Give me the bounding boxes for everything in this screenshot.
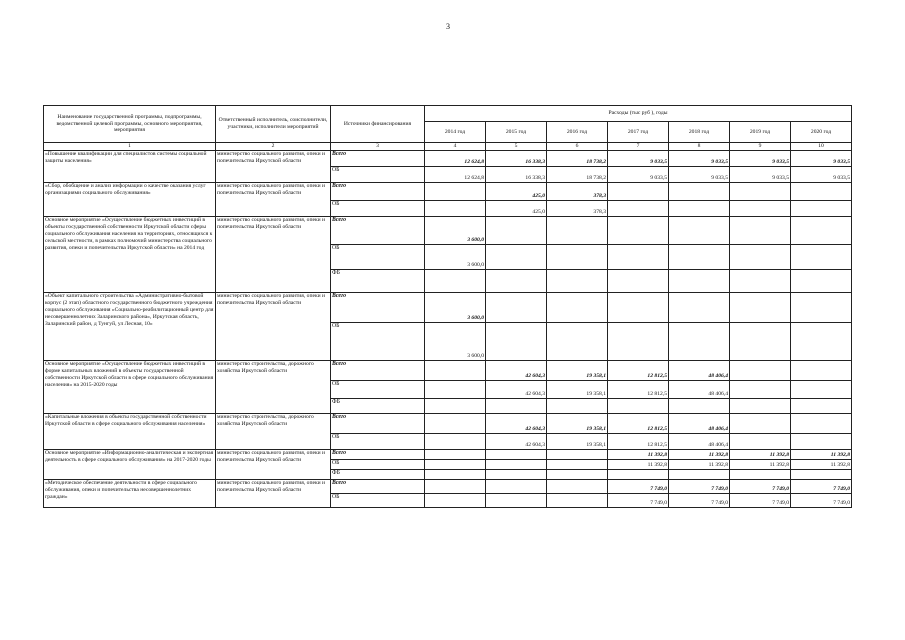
- expense-value: [669, 201, 730, 217]
- expense-value: 9 033,5: [791, 151, 852, 167]
- expense-value: 11 392,8: [730, 460, 791, 470]
- header-year: 2014 год: [425, 122, 486, 143]
- funding-source: ФБ: [331, 270, 425, 293]
- column-index: 5: [486, 143, 547, 151]
- page-number: 3: [446, 22, 450, 31]
- expense-value: 7 749,0: [669, 494, 730, 508]
- column-index: 1: [44, 143, 216, 151]
- expense-value: 3 600,0: [425, 245, 486, 270]
- header-year: 2020 год: [791, 122, 852, 143]
- expense-value: [791, 361, 852, 381]
- expenses-table: [43, 105, 852, 508]
- expense-value: 42 604,3: [486, 414, 547, 434]
- table-row: [44, 151, 852, 167]
- funding-source: Всего: [331, 183, 425, 201]
- funding-source: ФБ: [331, 399, 425, 414]
- expense-value: [547, 450, 608, 460]
- expense-value: [791, 470, 852, 480]
- expense-value: [608, 201, 669, 217]
- expense-value: 42 604,3: [486, 381, 547, 399]
- expense-value: [730, 361, 791, 381]
- expense-value: 9 033,5: [669, 167, 730, 183]
- expense-value: 11 392,8: [669, 450, 730, 460]
- expense-value: 42 604,3: [486, 434, 547, 450]
- expense-value: [486, 270, 547, 293]
- table-row: [44, 293, 852, 323]
- expense-value: [791, 201, 852, 217]
- expense-value: [425, 494, 486, 508]
- funding-source: Всего: [331, 293, 425, 323]
- funding-source: ОБ: [331, 323, 425, 361]
- funding-source: Всего: [331, 151, 425, 167]
- expense-value: [730, 245, 791, 270]
- expense-value: [730, 414, 791, 434]
- expense-value: 11 392,8: [791, 450, 852, 460]
- expense-value: 12 624,8: [425, 151, 486, 167]
- expense-value: [791, 270, 852, 293]
- funding-source: ОБ: [331, 167, 425, 183]
- expense-value: 3 600,0: [425, 323, 486, 361]
- table-row: [44, 217, 852, 245]
- row-executor: министерство социального развития, опеки и попечительства Иркутской области: [216, 480, 331, 508]
- expense-value: 19 358,1: [547, 381, 608, 399]
- row-executor: министерство социального развития, опеки и попечительства Иркутской области: [216, 183, 331, 217]
- column-index: 7: [608, 143, 669, 151]
- expense-value: [425, 183, 486, 201]
- expense-value: 16 338,3: [486, 167, 547, 183]
- column-index: 2: [216, 143, 331, 151]
- expense-value: 3 600,0: [425, 217, 486, 245]
- expense-value: 18 738,2: [547, 167, 608, 183]
- expense-value: [669, 470, 730, 480]
- expense-value: 12 812,5: [608, 381, 669, 399]
- expense-value: [730, 470, 791, 480]
- funding-source: ОБ: [331, 201, 425, 217]
- expense-value: [547, 323, 608, 361]
- expense-value: [791, 434, 852, 450]
- expense-value: [791, 217, 852, 245]
- table-row: [44, 414, 852, 434]
- expense-value: [730, 183, 791, 201]
- expense-value: 425,0: [486, 201, 547, 217]
- expense-value: [547, 494, 608, 508]
- expense-value: [669, 245, 730, 270]
- header-year: 2015 год: [486, 122, 547, 143]
- funding-source: ОБ: [331, 245, 425, 270]
- expense-value: [730, 434, 791, 450]
- expense-value: [486, 217, 547, 245]
- expense-value: 12 812,5: [608, 414, 669, 434]
- expense-value: [425, 480, 486, 494]
- row-executor: министерство социального развития, опеки и попечительства Иркутской области: [216, 293, 331, 361]
- expense-value: [791, 293, 852, 323]
- column-index: 8: [669, 143, 730, 151]
- expense-value: 11 392,8: [791, 460, 852, 470]
- table-row: [44, 361, 852, 381]
- row-name: «Повышение квалификации для специалистов системы социальной защиты населения»: [44, 151, 216, 183]
- funding-source: Всего: [331, 361, 425, 381]
- expense-value: [791, 245, 852, 270]
- expense-value: [608, 323, 669, 361]
- expense-value: 11 392,8: [669, 460, 730, 470]
- row-executor: министерство социального развития, опеки и попечительства Иркутской области: [216, 450, 331, 480]
- expense-value: [669, 183, 730, 201]
- expense-value: 9 033,5: [608, 167, 669, 183]
- expense-value: 3 600,0: [425, 293, 486, 323]
- expense-value: 48 406,4: [669, 414, 730, 434]
- header-source: Источники финансирования: [331, 106, 425, 143]
- row-name: Основное мероприятие «Осуществление бюджетных инвестиций в форме капитальных вложений в объекты государственной собственности Иркутской области в сфере социального обслуживания населения» на 2015-2020 годы: [44, 361, 216, 414]
- expense-value: 11 392,8: [608, 450, 669, 460]
- expense-value: [547, 399, 608, 414]
- table-row: [44, 480, 852, 494]
- table-row: [44, 183, 852, 201]
- column-index: 9: [730, 143, 791, 151]
- row-executor: министерство социального развития, опеки и попечительства Иркутской области: [216, 217, 331, 293]
- expense-value: [608, 217, 669, 245]
- row-executor: министерство социального развития, опеки и попечительства Иркутской области: [216, 151, 331, 183]
- expense-value: [669, 217, 730, 245]
- expense-value: [425, 201, 486, 217]
- expense-value: [486, 480, 547, 494]
- funding-source: ОБ: [331, 434, 425, 450]
- funding-source: ОБ: [331, 494, 425, 508]
- column-index: 10: [791, 143, 852, 151]
- expense-value: 378,3: [547, 183, 608, 201]
- expense-value: [608, 245, 669, 270]
- expense-value: [425, 470, 486, 480]
- column-index: 6: [547, 143, 608, 151]
- expense-value: 42 604,3: [486, 361, 547, 381]
- expense-value: [547, 217, 608, 245]
- expense-value: [425, 270, 486, 293]
- expense-value: [425, 399, 486, 414]
- header-year: 2017 год: [608, 122, 669, 143]
- expense-value: [730, 201, 791, 217]
- row-name: Основное мероприятие «Информационно-аналитическая и экспертная деятельность в сфере социального обслуживания» на 2017-2020 годы: [44, 450, 216, 480]
- expense-value: 12 812,5: [608, 361, 669, 381]
- expense-value: 7 749,0: [730, 480, 791, 494]
- expense-value: 16 338,3: [486, 151, 547, 167]
- expense-value: 7 749,0: [730, 494, 791, 508]
- expense-value: [486, 460, 547, 470]
- expense-value: 11 392,8: [730, 450, 791, 460]
- expense-value: [608, 270, 669, 293]
- expense-value: 425,0: [486, 183, 547, 201]
- row-executor: министерство строительства, дорожного хозяйства Иркутской области: [216, 414, 331, 450]
- expense-value: [608, 399, 669, 414]
- expense-value: 19 358,1: [547, 414, 608, 434]
- expense-value: [730, 270, 791, 293]
- expense-value: [425, 414, 486, 434]
- expense-value: [791, 381, 852, 399]
- expense-value: [547, 245, 608, 270]
- expense-value: [547, 270, 608, 293]
- expense-value: [791, 399, 852, 414]
- expense-value: [669, 323, 730, 361]
- expense-value: [547, 293, 608, 323]
- expense-value: [730, 323, 791, 361]
- expense-value: [486, 293, 547, 323]
- row-name: «Объект капитального строительства «Административно-бытовой корпус (2 этап) областного государственного бюджетного учреждения социального обслуживания «Социально-реабилитационный центр для несовершеннолетних Заларинского района», Иркутская область, Заларинский район, д Тунгуй, ул Лесная, 10»: [44, 293, 216, 361]
- expense-value: 11 392,8: [608, 460, 669, 470]
- expense-value: [486, 245, 547, 270]
- funding-source: Всего: [331, 217, 425, 245]
- expense-value: 7 749,0: [608, 494, 669, 508]
- expense-value: 48 406,4: [669, 381, 730, 399]
- expense-value: [425, 434, 486, 450]
- expense-value: [425, 361, 486, 381]
- funding-source: ФБ: [331, 470, 425, 480]
- expense-value: [486, 450, 547, 460]
- row-name: «Сбор, обобщение и анализ информации о качестве оказания услуг организациями социального обслуживания»: [44, 183, 216, 217]
- expense-value: [425, 381, 486, 399]
- expense-value: 9 033,5: [730, 167, 791, 183]
- row-executor: министерство строительства, дорожного хозяйства Иркутской области: [216, 361, 331, 414]
- expense-value: [791, 414, 852, 434]
- expense-value: [486, 399, 547, 414]
- table-row: [44, 450, 852, 460]
- expense-value: 48 406,4: [669, 434, 730, 450]
- column-index: 4: [425, 143, 486, 151]
- expense-value: 12 812,5: [608, 434, 669, 450]
- expense-value: 9 033,5: [608, 151, 669, 167]
- header-name: Наименование государственной программы, подпрограммы, ведомственной целевой программы, основного мероприятия, мероприятия: [44, 106, 216, 143]
- expense-value: 7 749,0: [669, 480, 730, 494]
- expense-value: [791, 323, 852, 361]
- header-year: 2016 год: [547, 122, 608, 143]
- expense-value: [547, 460, 608, 470]
- expense-value: [730, 381, 791, 399]
- expense-value: [730, 217, 791, 245]
- column-index: 3: [331, 143, 425, 151]
- expense-value: 378,3: [547, 201, 608, 217]
- funding-source: ОБ: [331, 460, 425, 470]
- funding-source: Всего: [331, 450, 425, 460]
- expense-value: [547, 480, 608, 494]
- expense-value: 48 406,4: [669, 361, 730, 381]
- funding-source: Всего: [331, 480, 425, 494]
- expense-value: [486, 494, 547, 508]
- header-year: 2018 год: [669, 122, 730, 143]
- expense-value: [425, 450, 486, 460]
- expense-value: [547, 470, 608, 480]
- expense-value: [730, 399, 791, 414]
- funding-source: ОБ: [331, 381, 425, 399]
- expense-value: [669, 270, 730, 293]
- expense-value: [608, 293, 669, 323]
- expense-value: [486, 470, 547, 480]
- expense-value: [486, 323, 547, 361]
- expense-value: 7 749,0: [791, 494, 852, 508]
- expense-value: [669, 293, 730, 323]
- expense-value: [791, 183, 852, 201]
- expense-value: 7 749,0: [608, 480, 669, 494]
- expense-value: 9 033,5: [791, 167, 852, 183]
- funding-source: Всего: [331, 414, 425, 434]
- expense-value: [730, 293, 791, 323]
- expense-value: 12 624,8: [425, 167, 486, 183]
- row-name: «Методическое обеспечение деятельности в сфере социального обслуживания, опеки и попечительства несовершеннолетних граждан»: [44, 480, 216, 508]
- row-name: «Капитальные вложения в объекты государственной собственности Иркутской области в сфере социального обслуживания населения»: [44, 414, 216, 450]
- expense-value: 18 738,2: [547, 151, 608, 167]
- expense-value: 19 358,1: [547, 434, 608, 450]
- header-expenses: Расходы (тыс руб ), годы: [425, 106, 852, 122]
- expense-value: 9 033,5: [730, 151, 791, 167]
- header-year: 2019 год: [730, 122, 791, 143]
- expense-value: [608, 470, 669, 480]
- expense-value: [608, 183, 669, 201]
- expense-value: [669, 399, 730, 414]
- expense-value: 9 033,5: [669, 151, 730, 167]
- expense-value: 7 749,0: [791, 480, 852, 494]
- expense-value: [425, 460, 486, 470]
- header-executor: Ответственный исполнитель, соисполнители, участники, исполнители мероприятий: [216, 106, 331, 143]
- row-name: Основное мероприятие «Осуществление бюджетных инвестиций в объекты государственной собственности Иркутской области сферы социального обслуживания населения на территориях, относящихся к сельской местности, в рамках полномочий министерства социального развития, опеки и попечительства Иркутской области» на 2014 год: [44, 217, 216, 293]
- expense-value: 19 358,1: [547, 361, 608, 381]
